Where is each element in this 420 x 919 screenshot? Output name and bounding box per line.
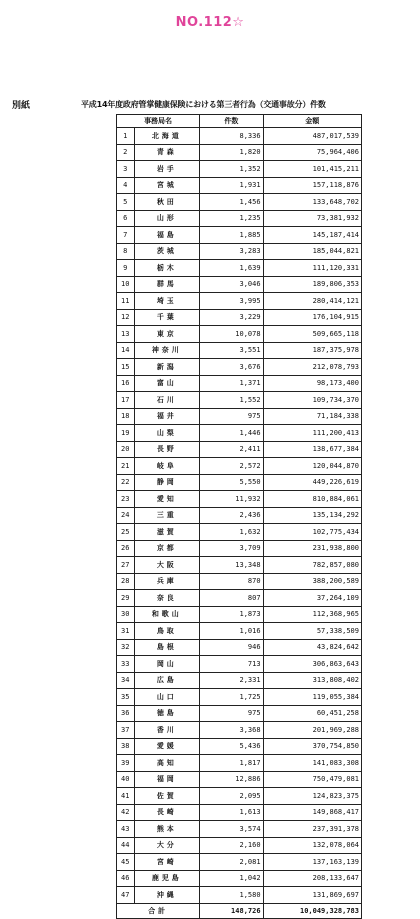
claim-amount: 231,938,800 — [263, 540, 361, 557]
office-name: 千葉 — [134, 309, 200, 326]
claim-amount: 212,078,793 — [263, 359, 361, 376]
total-amount: 10,049,328,783 — [263, 903, 361, 918]
claim-amount: 101,415,211 — [263, 161, 361, 178]
claim-amount: 37,264,109 — [263, 590, 361, 607]
total-count: 148,726 — [200, 903, 263, 918]
table-row — [117, 755, 362, 772]
claim-amount: 157,118,876 — [263, 177, 361, 194]
row-number: 15 — [117, 359, 135, 376]
row-number: 41 — [117, 788, 135, 805]
office-name: 高知 — [134, 755, 200, 772]
claim-amount: 201,969,288 — [263, 722, 361, 739]
claim-count: 1,580 — [200, 887, 263, 904]
row-number: 16 — [117, 375, 135, 392]
row-number: 38 — [117, 738, 135, 755]
claim-count: 5,550 — [200, 474, 263, 491]
row-number: 24 — [117, 507, 135, 524]
table-row — [117, 573, 362, 590]
claim-amount: 111,120,331 — [263, 260, 361, 277]
office-name: 岐阜 — [134, 458, 200, 475]
claim-count: 713 — [200, 656, 263, 673]
row-number: 19 — [117, 425, 135, 442]
claim-amount: 176,104,915 — [263, 309, 361, 326]
claim-count: 1,725 — [200, 689, 263, 706]
document-number-stamp: NO.112☆ — [175, 15, 245, 30]
table-row — [117, 293, 362, 310]
table-row — [117, 672, 362, 689]
row-number: 25 — [117, 524, 135, 541]
row-number: 40 — [117, 771, 135, 788]
table-row — [117, 326, 362, 343]
total-row — [117, 903, 362, 918]
office-name: 京都 — [134, 540, 200, 557]
table-row — [117, 590, 362, 607]
office-name: 石川 — [134, 392, 200, 409]
table-row — [117, 194, 362, 211]
row-number: 29 — [117, 590, 135, 607]
claim-count: 11,932 — [200, 491, 263, 508]
claim-amount: 208,133,647 — [263, 870, 361, 887]
claim-count: 2,160 — [200, 837, 263, 854]
table-row — [117, 392, 362, 409]
claim-amount: 509,665,118 — [263, 326, 361, 343]
table-row — [117, 557, 362, 574]
table-row — [117, 359, 362, 376]
office-name: 山形 — [134, 210, 200, 227]
row-number: 21 — [117, 458, 135, 475]
claim-count: 10,078 — [200, 326, 263, 343]
table-row — [117, 491, 362, 508]
claim-amount: 98,173,400 — [263, 375, 361, 392]
table-row — [117, 606, 362, 623]
office-name: 神奈川 — [134, 342, 200, 359]
claim-amount: 185,044,821 — [263, 243, 361, 260]
table-row — [117, 425, 362, 442]
table-row — [117, 161, 362, 178]
claim-amount: 138,677,384 — [263, 441, 361, 458]
row-number: 42 — [117, 804, 135, 821]
row-number: 35 — [117, 689, 135, 706]
claim-amount: 131,869,697 — [263, 887, 361, 904]
table-body — [117, 128, 362, 904]
claim-count: 1,817 — [200, 755, 263, 772]
claim-count: 3,709 — [200, 540, 263, 557]
table-row — [117, 309, 362, 326]
office-name: 岡山 — [134, 656, 200, 673]
claim-count: 3,995 — [200, 293, 263, 310]
claim-count: 8,336 — [200, 128, 263, 145]
claim-amount: 75,964,406 — [263, 144, 361, 161]
table-row — [117, 375, 362, 392]
row-number: 9 — [117, 260, 135, 277]
table-row — [117, 804, 362, 821]
claim-amount: 782,857,080 — [263, 557, 361, 574]
claim-amount: 119,055,384 — [263, 689, 361, 706]
office-name: 富山 — [134, 375, 200, 392]
claim-count: 13,348 — [200, 557, 263, 574]
table-row — [117, 260, 362, 277]
office-name: 奈良 — [134, 590, 200, 607]
table-row — [117, 887, 362, 904]
table-row — [117, 788, 362, 805]
total-label: 合計 — [117, 903, 200, 918]
row-number: 23 — [117, 491, 135, 508]
table-row — [117, 689, 362, 706]
claim-amount: 109,734,370 — [263, 392, 361, 409]
claim-count: 870 — [200, 573, 263, 590]
claim-amount: 306,863,643 — [263, 656, 361, 673]
claim-count: 1,446 — [200, 425, 263, 442]
row-number: 32 — [117, 639, 135, 656]
table-row — [117, 458, 362, 475]
row-number: 28 — [117, 573, 135, 590]
claim-count: 807 — [200, 590, 263, 607]
claim-amount: 137,163,139 — [263, 854, 361, 871]
claim-amount: 60,451,258 — [263, 705, 361, 722]
claim-amount: 388,200,589 — [263, 573, 361, 590]
row-number: 8 — [117, 243, 135, 260]
office-name: 福岡 — [134, 771, 200, 788]
office-name: 佐賀 — [134, 788, 200, 805]
claim-count: 1,632 — [200, 524, 263, 541]
table-row — [117, 722, 362, 739]
claim-amount: 135,134,292 — [263, 507, 361, 524]
table-row — [117, 771, 362, 788]
table-header-row — [117, 115, 362, 128]
table-row — [117, 276, 362, 293]
claim-count: 3,368 — [200, 722, 263, 739]
claim-count: 1,016 — [200, 623, 263, 640]
claim-amount: 102,775,434 — [263, 524, 361, 541]
row-number: 36 — [117, 705, 135, 722]
office-name: 愛媛 — [134, 738, 200, 755]
claim-count: 1,820 — [200, 144, 263, 161]
office-name: 香川 — [134, 722, 200, 739]
claim-amount: 449,226,619 — [263, 474, 361, 491]
claim-amount: 73,381,932 — [263, 210, 361, 227]
office-name: 埼玉 — [134, 293, 200, 310]
claim-amount: 487,017,539 — [263, 128, 361, 145]
table-row — [117, 177, 362, 194]
claim-count: 1,885 — [200, 227, 263, 244]
claim-count: 12,886 — [200, 771, 263, 788]
claim-count: 3,551 — [200, 342, 263, 359]
office-name: 秋田 — [134, 194, 200, 211]
office-name: 栃木 — [134, 260, 200, 277]
claim-count: 3,676 — [200, 359, 263, 376]
claim-amount: 112,368,965 — [263, 606, 361, 623]
row-number: 26 — [117, 540, 135, 557]
row-number: 4 — [117, 177, 135, 194]
claim-count: 1,873 — [200, 606, 263, 623]
office-name: 兵庫 — [134, 573, 200, 590]
office-name: 東京 — [134, 326, 200, 343]
table-row — [117, 474, 362, 491]
claim-count: 975 — [200, 408, 263, 425]
claim-amount: 43,824,642 — [263, 639, 361, 656]
row-number: 22 — [117, 474, 135, 491]
claim-amount: 313,808,402 — [263, 672, 361, 689]
claim-amount: 145,187,414 — [263, 227, 361, 244]
claim-amount: 141,083,308 — [263, 755, 361, 772]
claim-count: 3,283 — [200, 243, 263, 260]
office-name: 福井 — [134, 408, 200, 425]
row-number: 33 — [117, 656, 135, 673]
row-number: 1 — [117, 128, 135, 145]
office-name: 三重 — [134, 507, 200, 524]
table-row — [117, 210, 362, 227]
claim-count: 2,436 — [200, 507, 263, 524]
claim-amount: 370,754,850 — [263, 738, 361, 755]
header-count: 件数 — [200, 115, 263, 128]
office-name: 茨城 — [134, 243, 200, 260]
claim-amount: 280,414,121 — [263, 293, 361, 310]
row-number: 37 — [117, 722, 135, 739]
row-number: 5 — [117, 194, 135, 211]
office-name: 大阪 — [134, 557, 200, 574]
table-row — [117, 342, 362, 359]
claim-count: 3,574 — [200, 821, 263, 838]
claim-count: 2,081 — [200, 854, 263, 871]
row-number: 13 — [117, 326, 135, 343]
claim-count: 2,411 — [200, 441, 263, 458]
table-row — [117, 854, 362, 871]
claim-count: 5,436 — [200, 738, 263, 755]
claim-count: 2,095 — [200, 788, 263, 805]
row-number: 3 — [117, 161, 135, 178]
table-title: 平成14年度政府管掌健康保険における第三者行為（交通事故分）件数 — [81, 100, 326, 109]
office-name: 北海道 — [134, 128, 200, 145]
office-name: 長野 — [134, 441, 200, 458]
office-name: 山口 — [134, 689, 200, 706]
table-row — [117, 705, 362, 722]
row-number: 17 — [117, 392, 135, 409]
claim-amount: 237,391,378 — [263, 821, 361, 838]
claim-count: 1,456 — [200, 194, 263, 211]
table-row — [117, 243, 362, 260]
row-number: 7 — [117, 227, 135, 244]
table-row — [117, 540, 362, 557]
claim-count: 1,235 — [200, 210, 263, 227]
table-row — [117, 128, 362, 145]
office-name: 大分 — [134, 837, 200, 854]
claim-count: 1,931 — [200, 177, 263, 194]
claim-amount: 187,375,978 — [263, 342, 361, 359]
table-row — [117, 821, 362, 838]
claim-count: 975 — [200, 705, 263, 722]
row-number: 31 — [117, 623, 135, 640]
row-number: 2 — [117, 144, 135, 161]
table-row — [117, 144, 362, 161]
table-row — [117, 507, 362, 524]
office-name: 新潟 — [134, 359, 200, 376]
claim-amount: 124,823,375 — [263, 788, 361, 805]
claim-amount: 71,184,338 — [263, 408, 361, 425]
office-name: 島根 — [134, 639, 200, 656]
office-name: 青森 — [134, 144, 200, 161]
claim-amount: 750,479,081 — [263, 771, 361, 788]
claim-amount: 189,806,353 — [263, 276, 361, 293]
row-number: 43 — [117, 821, 135, 838]
office-name: 群馬 — [134, 276, 200, 293]
row-number: 46 — [117, 870, 135, 887]
office-name: 熊本 — [134, 821, 200, 838]
office-name: 徳島 — [134, 705, 200, 722]
claim-count: 946 — [200, 639, 263, 656]
row-number: 44 — [117, 837, 135, 854]
claim-count: 3,046 — [200, 276, 263, 293]
row-number: 47 — [117, 887, 135, 904]
header-amount: 金額 — [263, 115, 361, 128]
claim-amount: 810,884,061 — [263, 491, 361, 508]
row-number: 10 — [117, 276, 135, 293]
office-name: 宮城 — [134, 177, 200, 194]
table-row — [117, 870, 362, 887]
claim-count: 1,552 — [200, 392, 263, 409]
claim-count: 1,613 — [200, 804, 263, 821]
office-name: 岩手 — [134, 161, 200, 178]
row-number: 45 — [117, 854, 135, 871]
office-name: 愛知 — [134, 491, 200, 508]
header-office: 事務局名 — [117, 115, 200, 128]
claim-count: 2,331 — [200, 672, 263, 689]
row-number: 11 — [117, 293, 135, 310]
claim-amount: 111,200,413 — [263, 425, 361, 442]
table-row — [117, 524, 362, 541]
claim-amount: 133,648,702 — [263, 194, 361, 211]
office-name: 福島 — [134, 227, 200, 244]
row-number: 20 — [117, 441, 135, 458]
claim-amount: 120,044,870 — [263, 458, 361, 475]
office-name: 鳥取 — [134, 623, 200, 640]
row-number: 14 — [117, 342, 135, 359]
claim-count: 1,352 — [200, 161, 263, 178]
table-row — [117, 441, 362, 458]
office-name: 静岡 — [134, 474, 200, 491]
claim-count: 3,229 — [200, 309, 263, 326]
claim-amount: 149,868,417 — [263, 804, 361, 821]
row-number: 6 — [117, 210, 135, 227]
office-name: 鹿児島 — [134, 870, 200, 887]
table-row — [117, 623, 362, 640]
claim-count: 1,042 — [200, 870, 263, 887]
office-name: 和歌山 — [134, 606, 200, 623]
claim-count: 1,371 — [200, 375, 263, 392]
row-number: 12 — [117, 309, 135, 326]
office-name: 滋賀 — [134, 524, 200, 541]
claim-amount: 132,078,064 — [263, 837, 361, 854]
table-row — [117, 227, 362, 244]
claim-count: 1,639 — [200, 260, 263, 277]
row-number: 39 — [117, 755, 135, 772]
table-row — [117, 837, 362, 854]
office-name: 宮崎 — [134, 854, 200, 871]
office-name: 山梨 — [134, 425, 200, 442]
row-number: 18 — [117, 408, 135, 425]
table-row — [117, 639, 362, 656]
row-number: 27 — [117, 557, 135, 574]
office-name: 長崎 — [134, 804, 200, 821]
table-row — [117, 738, 362, 755]
claims-table — [116, 114, 362, 919]
attachment-label: 別紙 — [12, 101, 31, 111]
row-number: 30 — [117, 606, 135, 623]
claim-amount: 57,338,509 — [263, 623, 361, 640]
claim-count: 2,572 — [200, 458, 263, 475]
office-name: 広島 — [134, 672, 200, 689]
table-row — [117, 656, 362, 673]
table-row — [117, 408, 362, 425]
office-name: 沖縄 — [134, 887, 200, 904]
row-number: 34 — [117, 672, 135, 689]
